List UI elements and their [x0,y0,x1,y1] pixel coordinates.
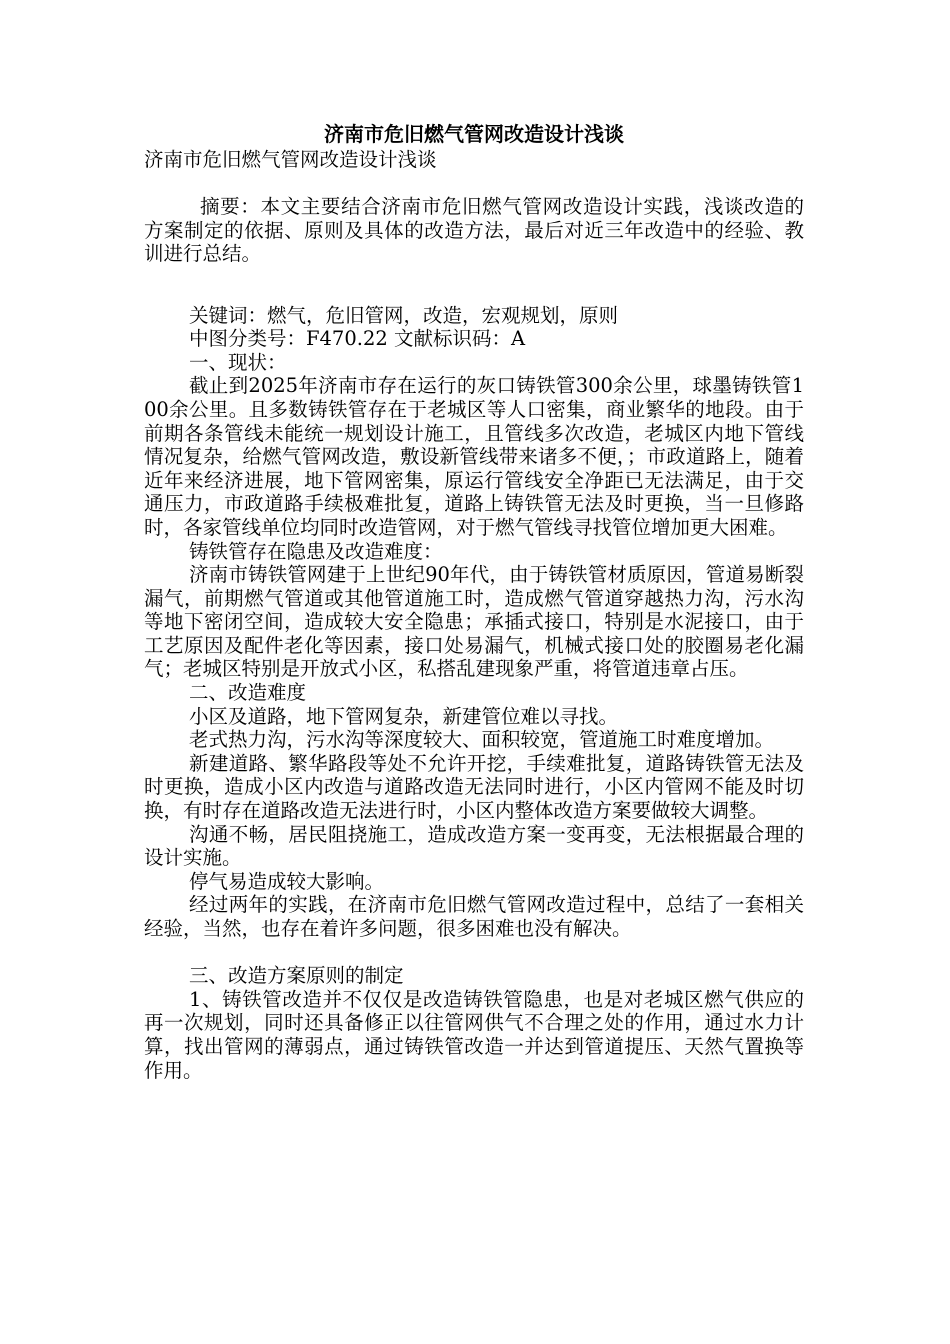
section2-paragraph-2: 老式热力沟，污水沟等深度较大、面积较宽，管道施工时难度增加。 [189,728,775,752]
document-subtitle: 济南市危旧燃气管网改造设计浅谈 [144,148,437,171]
section1-heading: 一、现状： [189,350,287,374]
section2-paragraph-4: 沟通不畅，居民阻挠施工，造成改造方案一变再变，无法根据最合理的设计实施。 [144,822,804,870]
spacer [144,290,804,304]
classification-line: 中图分类号：F470.22 文献标识码：A [189,327,526,351]
section3-heading: 三、改造方案原则的制定 [189,964,404,988]
section2-paragraph-6: 经过两年的实践，在济南市危旧燃气管网改造过程中，总结了一套相关经验，当然，也存在着许多问题，很多困难也没有解决。 [144,893,804,940]
section1-paragraph-2: 济南市铸铁管网建于上世纪90年代，由于铸铁管材质原因，管道易断裂漏气，前期燃气管道或其他管道施工时，造成燃气管道穿越热力沟，污水沟等地下密闭空间，造成较大安全隐患；承插式接口，特别是水泥接口，由于工艺原因及配件老化等因素，接口处易漏气，机械式接口处的胶圈易老化漏气；老城区特别是开放式小区，私搭乱建现象严重，将管道违章占压。 [144,563,804,681]
section2-paragraph-5: 停气易造成较大影响。 [189,869,385,893]
section2-heading: 二、改造难度 [189,681,307,705]
section1-subheading: 铸铁管存在隐患及改造难度： [189,539,443,563]
spacer [144,266,804,290]
spacer [144,941,804,965]
keywords-line: 关键词：燃气，危旧管网，改造，宏观规划，原则 [189,303,619,327]
section3-paragraph-1: 1、铸铁管改造并不仅仅是改造铸铁管隐患，也是对老城区燃气供应的再一次规划，同时还具备修正以往管网供气不合理之处的作用，通过水力计算，找出管网的薄弱点，通过铸铁管改造一并达到管道提压、天然气置换等作用。 [144,987,804,1082]
section2-paragraph-1: 小区及道路，地下管网复杂，新建管位难以寻找。 [189,704,619,728]
section1-paragraph-1: 截止到2025年济南市存在运行的灰口铸铁管300余公里，球墨铸铁管100余公里。且多数铸铁管存在于老城区等人口密集，商业繁华的地段。由于前期各条管线未能统一规划设计施工，且管线多次改造，老城区内地下管线情况复杂，给燃气管网改造，敷设新管线带来诸多不便，；市政道路上，随着近年来经济进展，地下管网密集，原运行管线安全净距已无法满足，由于交通压力，市政道路手续极难批复，道路上铸铁管无法及时更换，当一旦修路时，各家管线单位均同时改造管网，对于燃气管线寻找管位增加更大困难。 [144,374,804,539]
document-title: 济南市危旧燃气管网改造设计浅谈 [324,122,624,146]
abstract-paragraph: 摘要：本文主要结合济南市危旧燃气管网改造设计实践，浅谈改造的方案制定的依据、原则及具体的改造方法，最后对近三年改造中的经验、教训进行总结。 [144,195,804,266]
document-page [144,120,804,1082]
section2-paragraph-3: 新建道路、繁华路段等处不允许开挖，手续难批复，道路铸铁管无法及时更换，造成小区内改造与道路改造无法同时进行，小区内管网不能及时切换，有时存在道路改造无法进行时，小区内整体改造方案要做较大调整。 [144,751,804,823]
spacer [144,172,804,196]
